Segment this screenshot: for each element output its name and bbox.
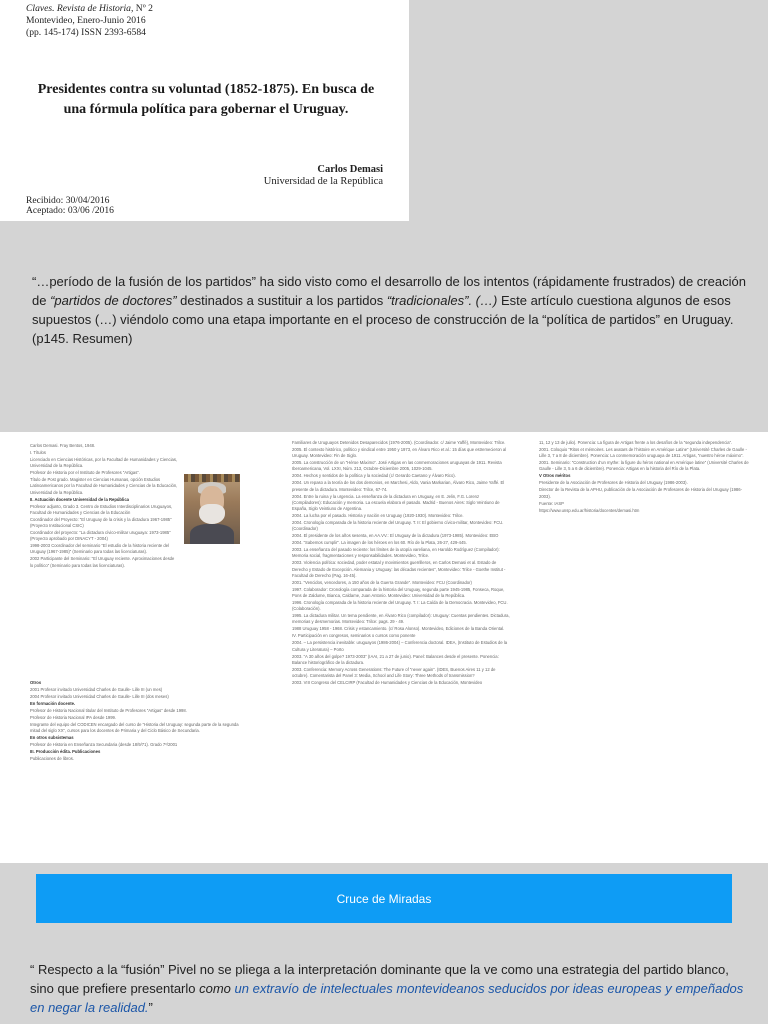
cv-entry: Carlos Demasi. Fray Bentos, 1948. [30,443,96,448]
journal-place-date: Montevideo, Enero-Junio 2016 [26,15,146,26]
abstract-quote [32,272,747,348]
cv-entry: Profesor de Historia en Enseñanza Secundaria (desde 18/9/71). Grado 7º/2001 [30,742,178,748]
cv-entry: Fuente: IASP [539,500,564,506]
quote2-highlight: un extravío de intelectuales montevideanos seducidos por ideas europeas y empeñados en negar la realidad. [30,981,744,1015]
cv-entry: 2004. Entre la ruina y la urgencia. La enseñanza de la dictadura en Uruguay, en E. Jelin, F.G. Lorenz (Compiladores): Educación y memoria. La escuela elabora el pasado. Madrid - Buenos Aires: Siglo Veintiuno de España, Siglo Veintiuno de Argentina. [292,493,500,512]
cv-entry: 2001. “Vencidos, vencedores, a 150 años de la Guerra Grande”. Montevideo: FCU (Coordinador) [292,579,472,585]
cv-column-1 [30,443,178,570]
cv-entry: En formación docente. [30,701,76,706]
cv-entry: 2003. La enseñanza del pasado reciente: los límites de la utopía vareliana, en Haroldo Rodríguez (Compilador): Memoria social, fragmentaciones y responsabilidades. Montevideo, Trilce. [292,547,500,559]
cv-entry: 2001 Profesor invitado Universidad Charles de Gaulle- Lille III (un mes) [30,687,163,692]
cv-entry: 1995. La dictadura militar. Un tema pendiente, en Álvaro Rico (compilador): Uruguay: Cuentas pendientes. Dictadura, memorias y desmemorias. Montevideo: Trilce: pags. 29 - 49. [292,613,510,625]
cv-entry: 2001. Seminario: “Construction d’un mythe: la figure du héros national en Amérique latine” (Université Charles de Gaulle - Lille 3, 5 a 6 de diciembre). Ponencia: Artigas en la historia del Río de la Plata. [539,460,749,472]
cv-document [0,432,768,863]
cv-entry: 2003. Conferencia: Memory Across Generations: The Future of “never again”. (IDES, Buenos Aires 11 y 12 de octubre). Comentarista del Panel 3: Media, School and Life Story: Three Methods of transmission? [292,666,496,679]
cv-entry: Integrante del equipo del CODICEN encargado del curso de “Historia del Uruguay: segunda parte de la segunda mitad del siglo XX”, cursos para los docentes de Primaria y del Ciclo Básico de Secundaria. [30,722,239,734]
cv-entry: Presidente de la Asociación de Profesores de Historia del Uruguay (1986-2003). [539,480,688,486]
cv-entry: 1988 Uruguay 1958 - 1968. Crisis y estancamiento. (c/ Rosa Alonso). Montevideo, Ediciones de la Banda Oriental. [292,626,505,632]
cv-entry: 2004 Profesor invitado Universidad Charles de Gaulle- Lille III (dos meses) [30,694,169,699]
cv-entry: 2005. La construcción de un “Héroe Máximo”. José Artigas en las conmemoraciones uruguayas de 1911. Revista Iberoamericana, Vol. LXXI, Núm. 213, Octubre-Diciembre 2005, 1029-1045. [292,460,502,472]
cv-entry: 2001. Coloquio “Ritos et mémoires. Les avatars de l’histoire en Amérique Latine” (Université Charles de Gaulle - Lille 3, 7 a 8 de diciembre). Ponencia: La conmemoración uruguaya de 1911. Artigas, “nuestro héroe máximo”. [539,447,747,459]
journal-name: Claves. Revista de Historia, [26,3,134,14]
cv-entry: 2004. “Sabemos cumplir”. La imagen de los héroes en los 60. Río de la Plata, 26-27, 429-445. [292,540,467,546]
author-institution: Universidad de la República [263,176,383,187]
quote1-part2: destinados a sustituir a los partidos [176,293,387,308]
cv-entry: 1996. Cronología comparada de la historia reciente del Uruguay. T. I: La Caída de la Democracia. Montevideo, FCU. (Colaboración). [292,600,508,612]
cv-entry: 2004. El presidente de los años sesenta, en AA.VV.: El Uruguay de la dictadura (1973-1985). Montevideo: EBO [292,533,499,539]
quote2-italic: como [199,981,231,996]
date-accepted: Aceptado: 03/06 /2016 [26,205,114,216]
cv-entry: Profesor de Historia Nacional IPA desde 1999. [30,715,117,720]
cv-entry: En otros subsistemas [30,735,74,741]
cruce-de-miradas-button[interactable]: Cruce de Miradas [36,874,732,923]
cv-entry: Licenciado en Ciencias Históricas, por la Facultad de Humanidades y Ciencias, Universidad de la República. [30,457,178,469]
cv-entry: Otros [30,680,42,685]
cv-entry: Profesor adjunto, Grado 3. Centro de Estudios Interdisciplinarios Uruguayos, Facultad de Humanidades y Ciencias de la Educación [30,503,173,515]
cv-entry: Profesor de Historia por el Instituto de Profesores “Artigas”. [30,470,140,476]
cv-entry: IV. Participación en congresos, seminarios o cursos como ponente [292,633,416,639]
date-received: Recibido: 30/04/2016 [26,195,110,206]
article-title: Presidentes contra su voluntad (1852-1875). En busca de una fórmula política para gobernar el Uruguay. [37,82,375,117]
cv-entry: Coordinador del proyecto: “La dictadura cívico-militar uruguaya: 1973-1985” (Proyecto aprobado por DINACYT - 2004) [30,530,171,542]
cv-column-1-lower [30,680,248,763]
author-photo [184,474,240,544]
author-block [264,164,383,188]
pivel-quote [30,960,750,1017]
cv-entry: Familiares de Uruguayos Detenidos Desaparecidos (1976-2005). (Coordinador. c/ Jaime Yaffé), Montevideo: Trilce. [292,440,506,445]
cv-entry: 2004. Cronología comparada de la historia reciente del Uruguay. T. II: El gobierno cívico-militar, Montevideo: FCU. (Coordinador) [292,520,504,532]
cv-entry: Título de Post grado. Magister en Ciencias Humanas, opción Estudios Latinoamericanos por la Facultad de Humanidades y Ciencias de la Educación, Universidad de la República. [30,477,178,495]
quote2-end: ” [148,1000,153,1015]
journal-pages-issn: (pp. 145-174) ISSN 2393-6584 [26,27,146,38]
cv-entry: Coordinador del Proyecto: “El Uruguay de la crisis y la dictadura 1967-1985” (Proyecto Institucional CSIC) [30,516,172,529]
cv-entry: 11, 12 y 13 de julio). Ponencia: La figura de Artigas frente a los desafíos de la “segunda independencia”. [539,440,733,445]
cv-entry: III. Producción édita. Publicaciones [30,749,101,755]
cv-entry: 1997. Colaborador: Cronología comparada de la historia del Uruguay, segunda parte 1945-1985, Fonseca, Roque, Pons de Zaldume, Bianca, Caldame, Juan Antonio. Montevideo: Universidad de la República. [292,586,505,599]
cv-entry: 2003. VIII Congreso del CELCIRP (Facultad de Humanidades y Ciencias de la Educación, Montevideo [292,680,483,686]
cv-entry: 2005. El contexto histórico, político y sindical entre 1950 y 1973, en Álvaro Rico et al.: 15 días que estremecieron al Uruguay. Montevideo: Fin de Siglo. [292,447,507,459]
article-dates [26,196,114,216]
cv-column-2 [292,440,510,687]
journal-issue: Nº 2 [133,3,153,14]
cv-entry: 1998-2003 Coordinador del seminario “El estudio de la historia reciente del Uruguay (1967-1985)” (Seminario para todas las licenciaturas). [30,543,169,555]
cv-entry: 2004. – La persistencia inevitable: uruguayos (1986-2004) – Conferencia doctoral. IDEA, (Instituto de Estudios de la Cultura y Literatura) – Porto [292,640,508,652]
journal-page-excerpt [0,0,409,221]
quote1-part1: “…período de la fusión de los partidos” ha sido visto como el desarrollo de los intentos (rápidamente frustrados) de creación de [32,274,746,308]
cv-entry: 2002 Participante del Seminario: “El Uruguay reciente. Aproximaciones desde lo político” (Seminario para todas las licenciaturas). [30,556,175,568]
cv-entry: V Otros méritos [539,473,571,479]
cv-entry: Director de la Revista de la APHU, publicación de la Asociación de Profesores de Historia del Uruguay (1986-2003). [539,487,742,499]
cv-entry: 2003. Violencia política: sociedad, poder estatal y movimientos guerrilleros, en Carlos Demasi et al. Estado de Derecho y Estado de Excepción. Alemania y Uruguay: las décadas recientes”, Montevideo: Trilce - Goethe Institut - Facultad de Derecho (Pag. 16-45). [292,560,506,578]
cv-entry: I. Títulos [30,450,46,455]
cv-entry: II. Actuación docente Universidad de la República [30,496,129,502]
cv-column-3 [539,440,749,515]
cv-entry: Publicaciones de libros. [30,756,74,762]
quote1-part3: Este artículo cuestiona algunos de esos supuestos (…) viéndolo como una etapa importante en el proceso de construcción de la “política de partidos” en Uruguay. (p145. Resumen) [32,293,734,346]
cv-entry: Profesor de Historia Nacional titular del Instituto de Profesores “Artigas” desde 1998. [30,708,187,713]
author-name: Carlos Demasi [317,164,383,175]
cv-entry: 2004. Un repaso a la teoría de los dos demonios, en Marchesi, Aldo, Vania Markarian, Álvaro Rico, Jaime Yaffé. El presente de la dictadura. Montevideo: Trilce, 67-74. [292,480,505,492]
cv-entry: 2003. “A 30 años del golpe? 1973-2003” (IAAI, 21 a 27 de junio). Panel: Balances desde el presente. Ponencia: Balance historiográfico de la dictadura. [292,653,499,665]
cv-entry: https://www.unsp.edu.ar/historia/docentes/demasi.htm [539,507,640,513]
quote1-italic1: “partidos de doctores” [50,293,177,308]
quote2-part1: “ Respecto a la “fusión” Pivel no se pliega a la interpretación dominante que la ve como una estrategia del partido blanco, sino que prefiere presentarlo [30,962,729,996]
cv-entry: 2004. Hechos y sentidos de la política y la sociedad (c/ Gerardo Caetano y Álvaro Rico). [292,473,456,479]
cv-entry: 2004. La lucha por el pasado. Historia y nación en Uruguay (1920-1930). Montevideo: Trilce. [292,513,464,519]
quote1-italic2: “tradicionales”. (…) [386,293,498,308]
journal-meta [26,3,153,39]
